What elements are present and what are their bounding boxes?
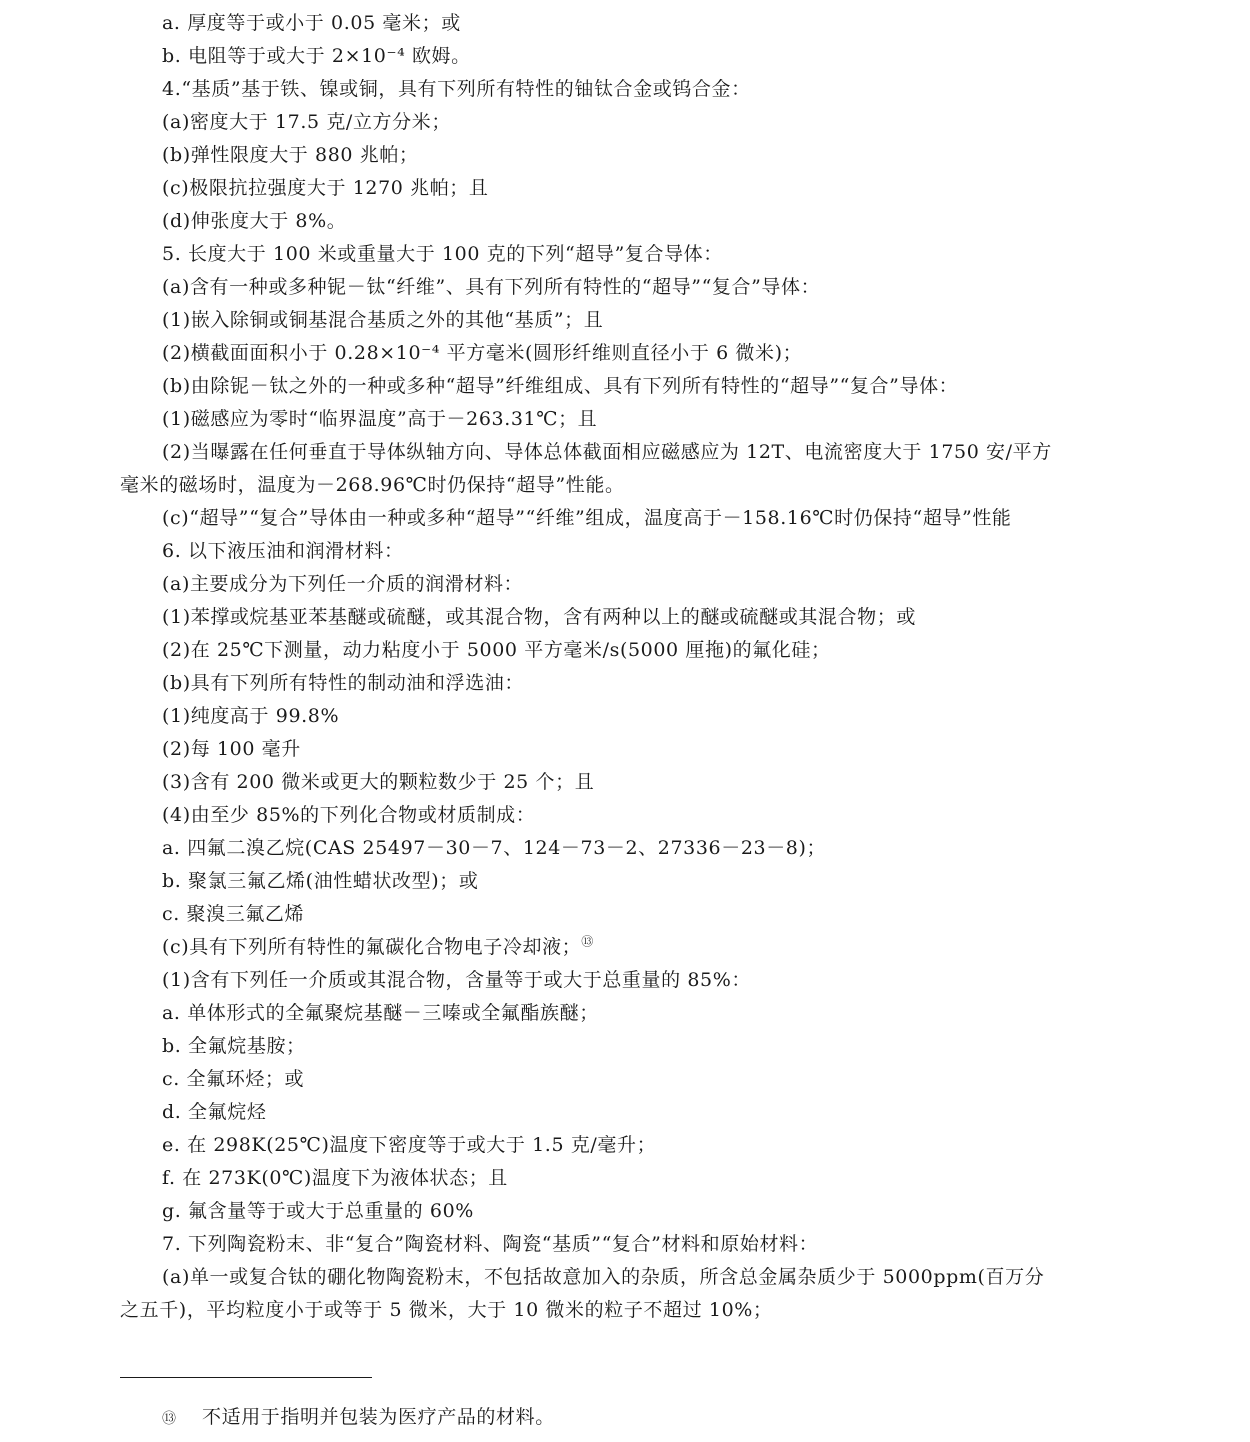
text-line: (1)纯度高于 99.8% [162,705,340,727]
text-line: (2)在 25℃下测量，动力粘度小于 5000 平方毫米/s(5000 厘拖)的氟化硅； [162,639,831,661]
text-line: (b)具有下列所有特性的制动油和浮选油： [162,672,524,694]
text-line: (c)具有下列所有特性的氟碳化合物电子冷却液； [162,936,582,958]
text-line: (d)伸张度大于 8%。 [162,210,347,232]
text-line: (4)由至少 85%的下列化合物或材质制成： [162,804,536,826]
text-line: 7. 下列陶瓷粉末、非“复合”陶瓷材料、陶瓷“基质”“复合”材料和原始材料： [162,1233,819,1255]
text-line: g. 氟含量等于或大于总重量的 60% [162,1200,474,1222]
text-line: (3)含有 200 微米或更大的颗粒数少于 25 个；且 [162,771,595,793]
text-line: (1)含有下列任一介质或其混合物，含量等于或大于总重量的 85%： [162,969,751,991]
text-line: (a)单一或复合钛的硼化物陶瓷粉末，不包括故意加入的杂质，所含总金属杂质少于 5000ppm(百万分 [162,1266,1045,1288]
text-line: c. 聚溴三氟乙烯 [162,903,305,925]
text-line: (a)主要成分为下列任一介质的润滑材料： [162,573,524,595]
text-line: a. 厚度等于或小于 0.05 毫米；或 [162,12,461,34]
text-line: (1)苯撑或烷基亚苯基醚或硫醚，或其混合物，含有两种以上的醚或硫醚或其混合物；或 [162,606,916,628]
text-line: f. 在 273K(0℃)温度下为液体状态；且 [162,1167,508,1189]
text-line: (a)密度大于 17.5 克/立方分米； [162,111,451,133]
text-line-continuation: 之五千)，平均粒度小于或等于 5 微米，大于 10 微米的粒子不超过 10%； [120,1299,773,1321]
text-line: (b)弹性限度大于 880 兆帕； [162,144,419,166]
text-line: d. 全氟烷烃 [162,1101,267,1123]
text-line-with-note [162,934,1137,960]
text-line: a. 四氟二溴乙烷(CAS 25497－30－7、124－73－2、27336－23－8)； [162,837,827,859]
footnote-text: 不适用于指明并包装为医疗产品的材料。 [202,1406,555,1428]
text-line: a. 单体形式的全氟聚烷基醚－三嗪或全氟酯族醚； [162,1002,599,1024]
text-line: e. 在 298K(25℃)温度下密度等于或大于 1.5 克/毫升； [162,1134,657,1156]
text-line: b. 全氟烷基胺； [162,1035,306,1057]
footnote-mark: ⑬ [162,1411,177,1427]
text-line: b. 电阻等于或大于 2×10⁻⁴ 欧姆。 [162,45,471,67]
footnote [162,1404,555,1432]
text-line: (2)横截面面积小于 0.28×10⁻⁴ 平方毫米(圆形纤维则直径小于 6 微米)； [162,342,803,364]
footnote-reference[interactable]: ⑬ [581,934,594,949]
text-line: (b)由除铌－钛之外的一种或多种“超导”纤维组成、具有下列所有特性的“超导”“复合”导体： [162,375,959,397]
text-line: (a)含有一种或多种铌－钛“纤维”、具有下列所有特性的“超导”“复合”导体： [162,276,821,298]
footnote-divider [120,1377,372,1378]
text-line: (2)当曝露在任何垂直于导体纵轴方向、导体总体截面相应磁感应为 12T、电流密度大于 1750 安/平方 [162,441,1052,463]
text-line-continuation: 毫米的磁场时，温度为－268.96℃时仍保持“超导”性能。 [120,474,625,496]
text-line: 5. 长度大于 100 米或重量大于 100 克的下列“超导”复合导体： [162,243,723,265]
text-line: (1)磁感应为零时“临界温度”高于－263.31℃；且 [162,408,598,430]
text-line: 4.“基质”基于铁、镍或铜，具有下列所有特性的铀钛合金或钨合金： [162,78,751,100]
text-line: (c)“超导”“复合”导体由一种或多种“超导”“纤维”组成，温度高于－158.16℃时仍保持“超导”性能 [162,507,1012,529]
text-line: 6. 以下液压油和润滑材料： [162,540,404,562]
text-line: b. 聚氯三氟乙烯(油性蜡状改型)；或 [162,870,479,892]
text-line: (c)极限抗拉强度大于 1270 兆帕；且 [162,177,489,199]
text-line: (2)每 100 毫升 [162,738,301,760]
text-line: c. 全氟环烃；或 [162,1068,305,1090]
text-line: (1)嵌入除铜或铜基混合基质之外的其他“基质”；且 [162,309,604,331]
